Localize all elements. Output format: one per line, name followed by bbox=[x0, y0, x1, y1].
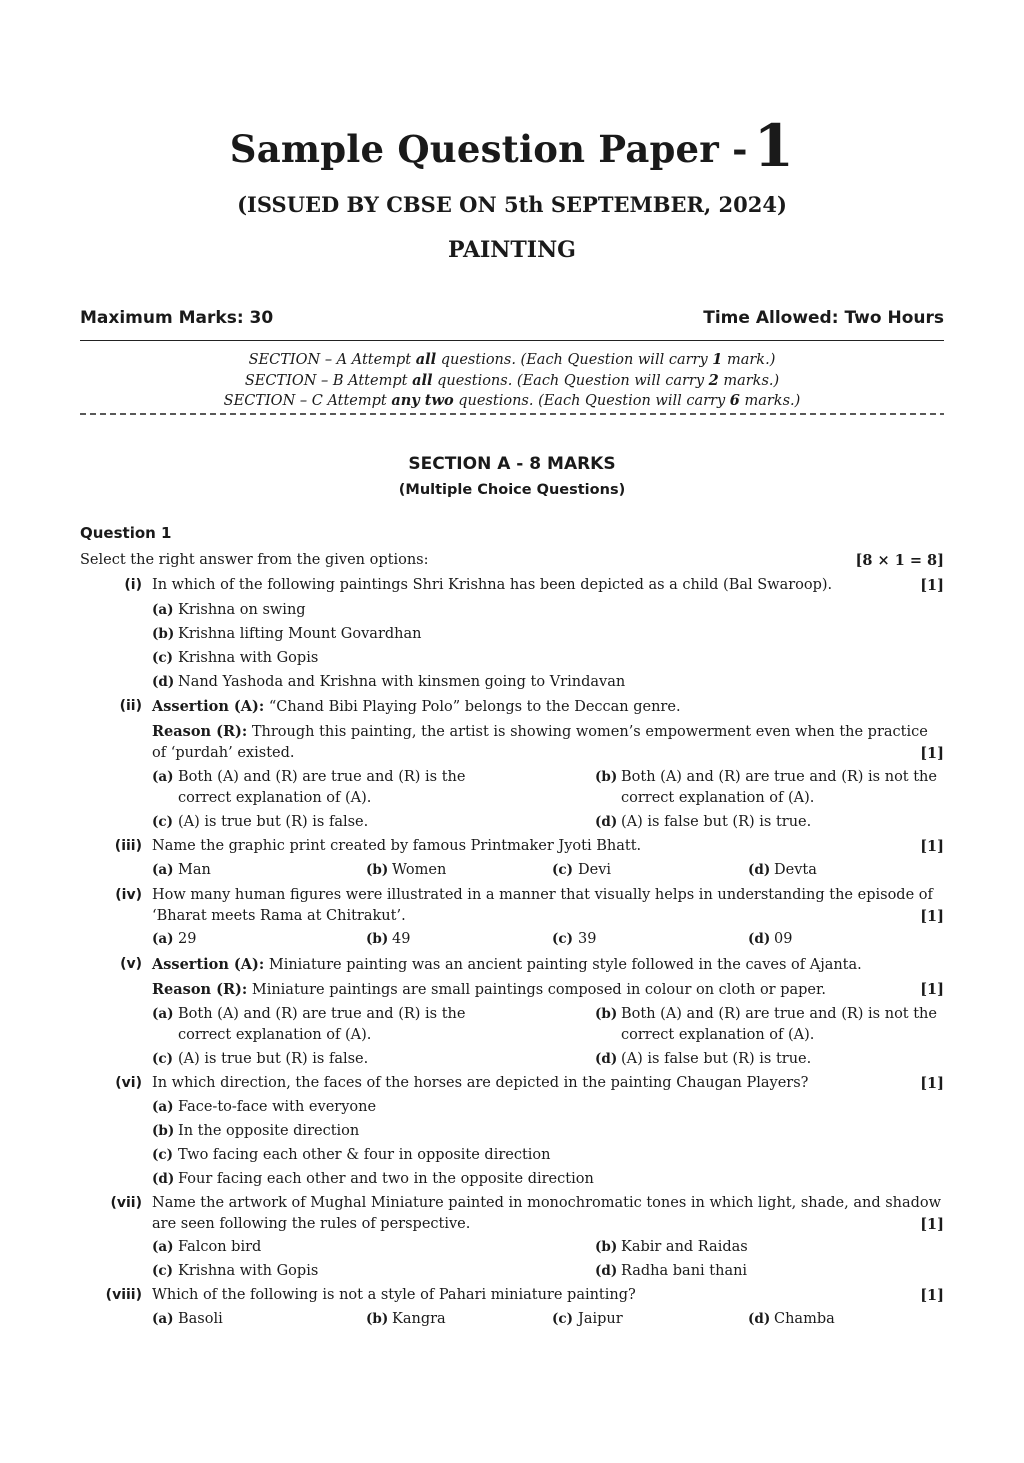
option: (d) Four facing each other and two in the opposite direction bbox=[152, 1171, 594, 1187]
section-instructions bbox=[80, 350, 944, 412]
question-item: (vii) Name the artwork of Mughal Miniature painted in monochromatic tones in which light, shade, and shadow are seen following the rules of perspective. [1] bbox=[110, 1195, 944, 1233]
question-item: (iii) Name the graphic print created by famous Printmaker Jyoti Bhatt. [1] bbox=[114, 838, 944, 855]
option: (a) 29 bbox=[152, 931, 197, 947]
option: (c) Two facing each other & four in opposite direction bbox=[152, 1147, 551, 1163]
option: (d) 09 bbox=[748, 931, 793, 947]
option-row bbox=[152, 929, 944, 954]
time-allowed: Time Allowed: Two Hours bbox=[703, 308, 944, 328]
option: (b) In the opposite direction bbox=[152, 1123, 360, 1139]
paper-title-text: Sample Question Paper - bbox=[229, 127, 748, 171]
subject-title: PAINTING bbox=[448, 237, 576, 263]
question-item: (v) Assertion (A): Miniature painting was an ancient painting style followed in the caves of Ajanta. bbox=[120, 956, 862, 973]
option: (b) Kabir and Raidas bbox=[595, 1239, 748, 1255]
option: (a) Both (A) and (R) are true and (R) is the correct explanation of (A). bbox=[152, 1006, 466, 1043]
option: (c) (A) is true but (R) is false. bbox=[152, 1051, 369, 1067]
option: (a) Falcon bird bbox=[152, 1239, 262, 1255]
instruction-line: SECTION – A Attempt all questions. (Each Question will carry 1 mark.) bbox=[248, 351, 776, 368]
maximum-marks: Maximum Marks: 30 bbox=[80, 308, 274, 328]
question-heading: Question 1 bbox=[80, 524, 172, 542]
option: (b) Women bbox=[366, 862, 447, 878]
header-rule bbox=[80, 340, 944, 341]
option: (b) 49 bbox=[366, 931, 411, 947]
reason-line: Reason (R): Through this painting, the artist is showing women’s empowerment even when the practice of ‘purdah’ existed. [1] bbox=[152, 723, 944, 762]
option: (d) (A) is false but (R) is true. bbox=[595, 814, 812, 830]
marks-time-row bbox=[80, 308, 944, 328]
option-row bbox=[152, 1309, 944, 1334]
option: (c) Devi bbox=[552, 862, 612, 878]
option-row bbox=[152, 860, 944, 885]
option: (d) Radha bani thani bbox=[595, 1263, 748, 1279]
question-item: (viii) Which of the following is not a style of Pahari miniature painting? [1] bbox=[105, 1287, 944, 1304]
question-list bbox=[80, 550, 944, 1334]
option: (c) Krishna with Gopis bbox=[152, 1263, 319, 1279]
option: (b) Kangra bbox=[366, 1311, 446, 1327]
option-grid bbox=[152, 767, 944, 833]
option: (c) Jaipur bbox=[552, 1311, 623, 1327]
option-list bbox=[152, 1097, 944, 1193]
section-a-subtitle: (Multiple Choice Questions) bbox=[398, 482, 626, 498]
option: (d) Chamba bbox=[748, 1311, 835, 1327]
option: (c) 39 bbox=[552, 931, 597, 947]
option: (a) Man bbox=[152, 862, 211, 878]
paper-title bbox=[80, 112, 944, 180]
option: (c) (A) is true but (R) is false. bbox=[152, 814, 369, 830]
question-item: (ii) Assertion (A): “Chand Bibi Playing Polo” belongs to the Deccan genre. bbox=[119, 698, 681, 715]
option-grid bbox=[152, 1004, 944, 1070]
option: (b) Both (A) and (R) are true and (R) is not the correct explanation of (A). bbox=[595, 1006, 937, 1043]
reason-line: Reason (R): Miniature paintings are small paintings composed in colour on cloth or paper. [1] bbox=[152, 981, 944, 998]
question-item: (i) In which of the following paintings Shri Krishna has been depicted as a child (Bal Swaroop). [1] bbox=[124, 577, 944, 594]
option: (d) (A) is false but (R) is true. bbox=[595, 1051, 812, 1067]
option: (d) Nand Yashoda and Krishna with kinsmen going to Vrindavan bbox=[152, 674, 626, 690]
dashed-divider bbox=[80, 410, 944, 418]
option: (c) Krishna with Gopis bbox=[152, 650, 319, 666]
question-item: (vi) In which direction, the faces of the horses are depicted in the painting Chaugan Players? [1] bbox=[115, 1075, 944, 1092]
option: (a) Both (A) and (R) are true and (R) is the correct explanation of (A). bbox=[152, 769, 466, 806]
option: (d) Devta bbox=[748, 862, 817, 878]
paper-number: 1 bbox=[753, 112, 795, 180]
question-instruction: Select the right answer from the given options: [8 × 1 = 8] bbox=[80, 550, 944, 575]
option: (a) Face-to-face with everyone bbox=[152, 1099, 377, 1115]
instruction-line: SECTION – C Attempt any two questions. (Each Question will carry 6 marks.) bbox=[223, 392, 801, 409]
option: (a) Krishna on swing bbox=[152, 602, 306, 618]
option-list bbox=[152, 600, 944, 696]
option: (b) Both (A) and (R) are true and (R) is not the correct explanation of (A). bbox=[595, 769, 937, 806]
option-grid bbox=[152, 1237, 944, 1282]
section-a-title: SECTION A - 8 MARKS bbox=[408, 454, 616, 474]
issued-line: (ISSUED BY CBSE ON 5th SEPTEMBER, 2024) bbox=[237, 192, 787, 217]
question-item: (iv) How many human figures were illustrated in a manner that visually helps in understanding the episode of ‘Bharat meets Rama at Chitrakut’. [1] bbox=[115, 887, 944, 925]
option: (b) Krishna lifting Mount Govardhan bbox=[152, 626, 422, 642]
option: (a) Basoli bbox=[152, 1311, 223, 1327]
instruction-marks: [8 × 1 = 8] bbox=[855, 552, 944, 569]
instruction-line: SECTION – B Attempt all questions. (Each Question will carry 2 marks.) bbox=[244, 371, 780, 389]
